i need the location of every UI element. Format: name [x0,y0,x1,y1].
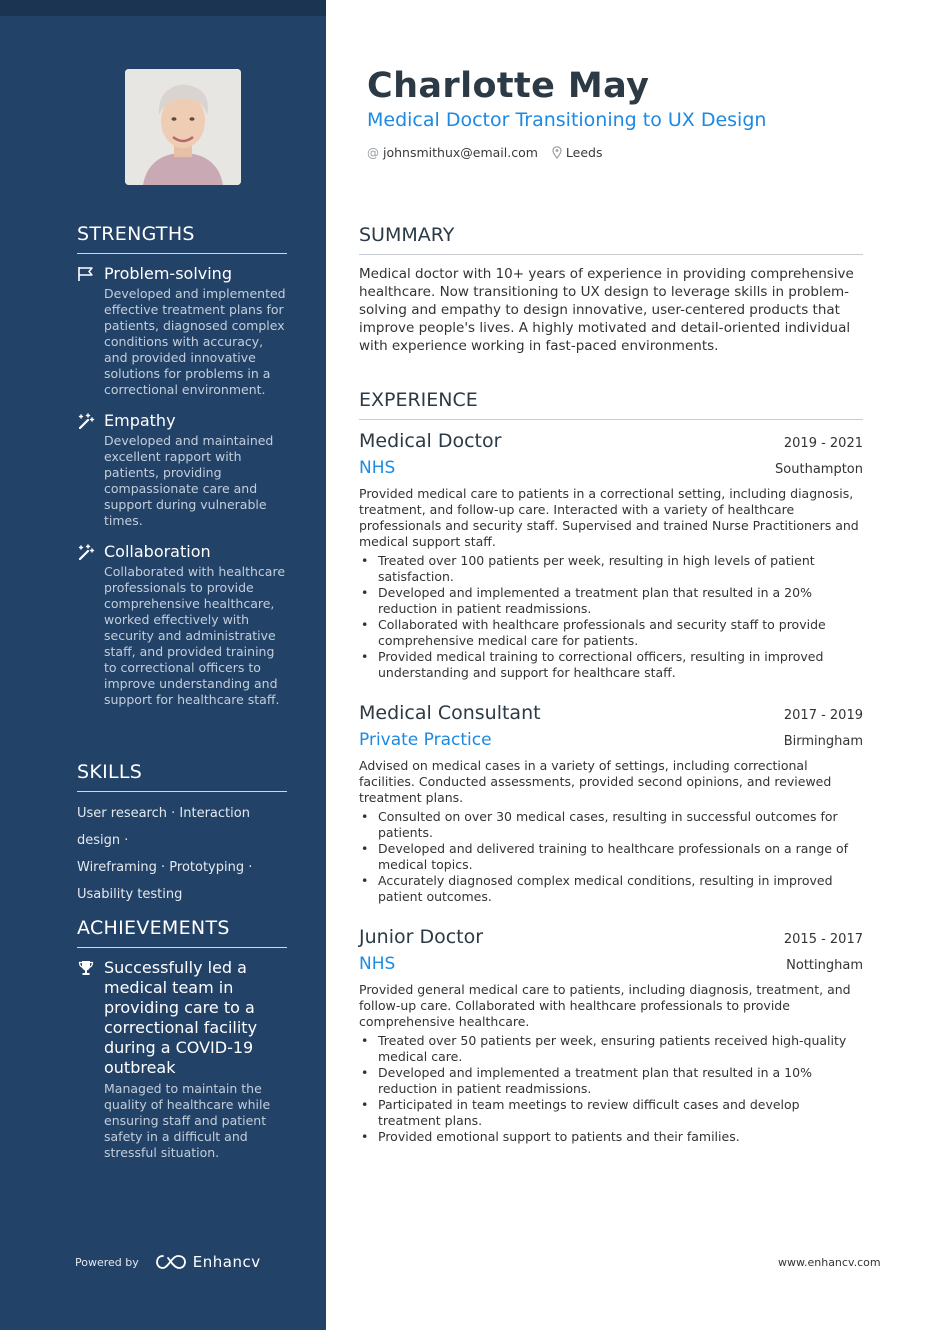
strengths-section [77,223,287,721]
bullet-item: • Consulted on over 30 medical cases, resulting in successful outcomes for patients. [359,809,863,841]
job-bullets [359,809,863,905]
strengths-title: STRENGTHS [77,223,287,254]
bullet-item: • Provided medical training to correctional officers, resulting in improved understanding and support for healthcare staff. [359,649,863,681]
bullet-item: • Developed and implemented a treatment plan that resulted in a 10% reduction in patient readmissions. [359,1065,863,1097]
achievements-section [77,917,287,1174]
skills-line: Wireframing · Prototyping · [77,860,253,875]
bullet-item: • Treated over 100 patients per week, resulting in high levels of patient satisfaction. [359,553,863,585]
skills-section [77,761,287,908]
experience-item [359,926,863,1145]
summary-text: Medical doctor with 10+ years of experience in providing comprehensive healthcare. Now transitioning to UX design to leverage skills in problem-solving and empathy to design innovative, user-centered products that improve people's lives. A highly motivated and detail-oriented individual with experience working in fast-paced environments. [359,266,854,354]
job-bullets [359,553,863,681]
achievement-title: Successfully led a medical team in providing care to a correctional facility during a COVID-19 outbreak [104,958,258,1077]
skills-title: SKILLS [77,761,287,792]
achievement-item [77,958,287,1161]
at-icon: @ [367,145,379,160]
enhancv-logo[interactable] [155,1253,261,1271]
email-text: johnsmithux@email.com [383,145,538,160]
contact-info [367,145,603,160]
job-location: Birmingham [783,734,863,749]
strength-name: Empathy [104,411,176,430]
achievement-desc: Managed to maintain the quality of healthcare while ensuring staff and patient safety in a difficult and stressful situation. [104,1081,271,1160]
candidate-name: Charlotte May [367,66,650,106]
strength-name: Problem-solving [104,264,232,283]
enhancv-brand-name: Enhancv [192,1253,261,1271]
powered-by-label: Powered by [75,1255,139,1269]
bullet-item: • Collaborated with healthcare professionals and security staff to provide comprehensive medical care for patients. [359,617,863,649]
job-company: Private Practice [359,730,492,750]
bullet-item: • Developed and implemented a treatment plan that resulted in a 20% reduction in patient readmissions. [359,585,863,617]
job-title: Medical Doctor [359,430,502,452]
location-text: Leeds [565,145,603,160]
magic-wand-icon [77,413,95,429]
job-location: Southampton [775,462,863,477]
sidebar-top-bar [0,0,326,16]
magic-wand-icon [77,544,95,560]
powered-by [75,1253,261,1271]
enhancv-logo-icon [155,1254,187,1270]
job-title: Junior Doctor [359,926,484,948]
job-company: NHS [359,954,396,974]
trophy-icon [77,960,95,976]
job-bullets [359,1033,863,1145]
job-title: Medical Consultant [359,702,541,724]
strength-item [77,411,287,529]
profile-photo [125,69,241,185]
skills-line: User research · Interaction design · [77,806,250,848]
strength-item [77,264,287,398]
strength-desc: Developed and maintained excellent rapport with patients, providing compassionate care and support during vulnerable times. [104,433,274,528]
job-description: Provided general medical care to patients, including diagnosis, treatment, and follow-up care. Collaborated with healthcare professionals to provide comprehensive healthcare. [359,982,851,1029]
email-contact[interactable] [367,145,538,160]
achievements-title: ACHIEVEMENTS [77,917,287,948]
job-dates: 2015 - 2017 [783,932,863,947]
candidate-headline: Medical Doctor Transitioning to UX Design [367,109,767,131]
bullet-item: • Developed and delivered training to healthcare professionals on a range of medical topics. [359,841,863,873]
bullet-item: • Treated over 50 patients per week, ensuring patients received high-quality medical care. [359,1033,863,1065]
job-description: Advised on medical cases in a variety of settings, including correctional facilities. Conducted assessments, provided second opinions, and reviewed treatment plans. [359,758,832,805]
strength-desc: Collaborated with healthcare professionals to provide comprehensive healthcare, worked effectively with security and administrative staff, and provided training to correctional officers to improve understanding and support for healthcare staff. [104,564,286,707]
strength-desc: Developed and implemented effective treatment plans for patients, diagnosed complex conditions with accuracy, and provided innovative solutions for problems in a correctional environment. [104,286,286,397]
experience-item [359,430,863,681]
skills-line: Usability testing [77,887,183,902]
summary-title: SUMMARY [359,224,863,255]
strength-item [77,542,287,708]
strength-name: Collaboration [104,542,211,561]
bullet-item: • Participated in team meetings to review difficult cases and develop treatment plans. [359,1097,863,1129]
job-company: NHS [359,458,396,478]
job-dates: 2019 - 2021 [783,436,863,451]
bullet-item: • Accurately diagnosed complex medical conditions, resulting in improved patient outcomes. [359,873,863,905]
bullet-item: • Provided emotional support to patients and their families. [359,1129,863,1145]
experience-item [359,702,863,905]
job-dates: 2017 - 2019 [783,708,863,723]
sidebar [0,0,326,1330]
flag-icon [77,266,95,282]
website-link[interactable]: www.enhancv.com [778,1256,881,1269]
location-pin-icon [552,146,562,159]
location-contact [552,145,603,160]
experience-title: EXPERIENCE [359,389,863,420]
job-location: Nottingham [786,958,863,973]
job-description: Provided medical care to patients in a correctional setting, including diagnosis, treatment, and follow-up care. Interacted with a variety of healthcare professionals and security staff. Supervised and trained Nurse Practitioners and medical support staff. [359,486,859,549]
